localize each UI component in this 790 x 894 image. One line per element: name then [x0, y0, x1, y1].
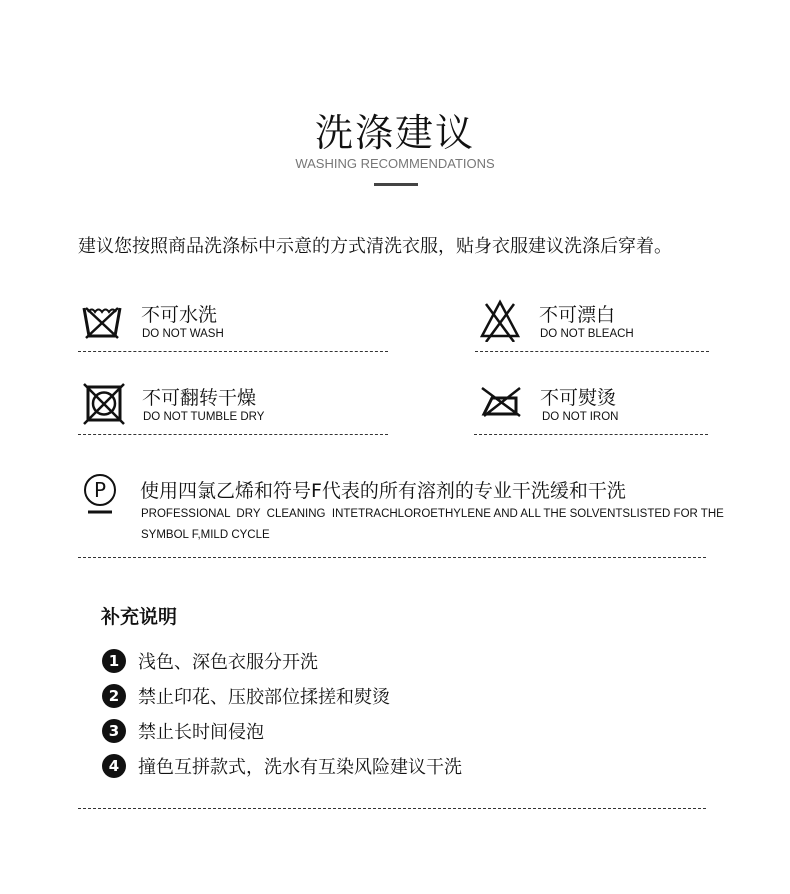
divider — [78, 434, 388, 435]
note-text: 撞色互拼款式，洗水有互染风险建议干洗 — [138, 757, 462, 778]
dry-clean-cn: 使用四氯乙烯和符号F代表的所有溶剂的专业干洗缓和干洗 — [140, 480, 626, 502]
notes-heading: 补充说明 — [101, 606, 178, 628]
number-badge: 3 — [102, 719, 126, 743]
divider — [78, 557, 706, 558]
note-item — [102, 683, 390, 709]
note-item — [102, 753, 462, 779]
note-text: 浅色、深色衣服分开洗 — [138, 652, 318, 673]
dry-clean-en: SYMBOL F,MILD CYCLE — [141, 529, 270, 541]
note-text: 禁止长时间侵泡 — [138, 722, 264, 743]
number-badge: 1 — [102, 649, 126, 673]
care-label-cn: 不可水洗 — [141, 304, 218, 326]
do-not-wash-icon — [80, 300, 124, 344]
page-subtitle: WASHING RECOMMENDATIONS — [295, 156, 495, 171]
care-label-cn: 不可漂白 — [539, 304, 616, 326]
divider — [78, 808, 706, 809]
care-label-en: DO NOT TUMBLE DRY — [143, 411, 265, 423]
do-not-tumble-dry-icon — [82, 382, 126, 426]
care-label-cn: 不可熨烫 — [540, 387, 617, 409]
svg-text:P: P — [93, 478, 107, 502]
care-label-en: DO NOT IRON — [542, 411, 619, 423]
do-not-iron-icon — [480, 382, 524, 426]
care-label-cn: 不可翻转干燥 — [142, 387, 257, 409]
note-item — [102, 648, 318, 674]
do-not-bleach-icon — [478, 298, 522, 342]
professional-dry-clean-p-icon — [80, 472, 124, 516]
divider — [474, 434, 708, 435]
title-divider — [374, 183, 418, 186]
intro-text: 建议您按照商品洗涤标中示意的方式清洗衣服，贴身衣服建议洗涤后穿着。 — [78, 236, 672, 257]
number-badge: 4 — [102, 754, 126, 778]
dry-clean-en: PROFESSIONAL DRY CLEANING INTETRACHLOROETHYLENE AND ALL THE SOLVENTSLISTED FOR THE — [141, 508, 724, 520]
care-label-en: DO NOT WASH — [142, 328, 224, 340]
care-label-en: DO NOT BLEACH — [540, 328, 634, 340]
divider — [475, 351, 709, 352]
number-badge: 2 — [102, 684, 126, 708]
note-text: 禁止印花、压胶部位揉搓和熨烫 — [138, 687, 390, 708]
note-item — [102, 718, 264, 744]
divider — [78, 351, 388, 352]
page-title: 洗涤建议 — [314, 111, 475, 155]
